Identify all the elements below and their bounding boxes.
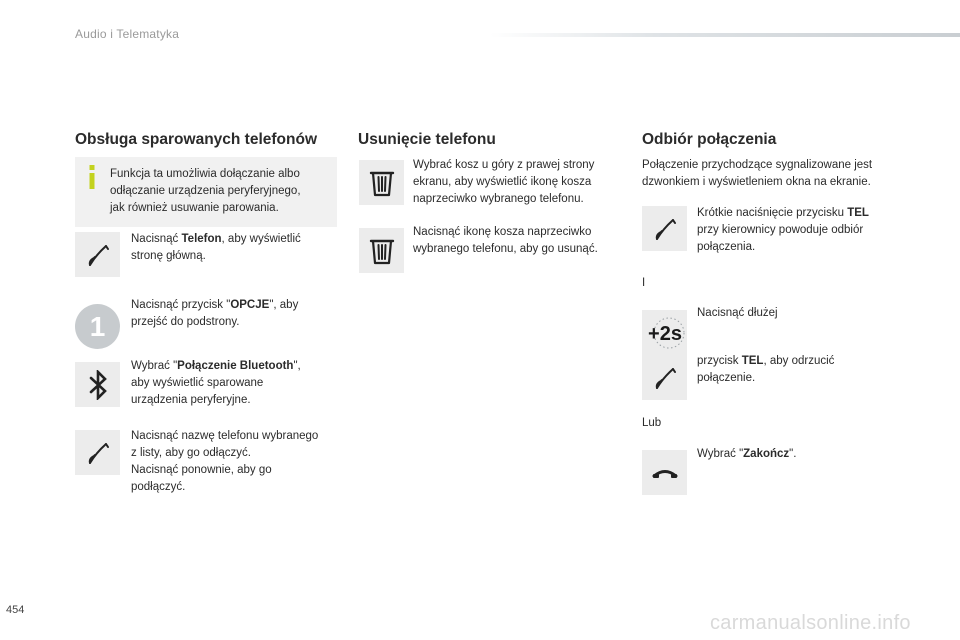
phone-icon [75,430,120,475]
step-opcje-text: Nacisnąć przycisk "OPCJE", aby przejść do podstrony. [131,299,299,328]
answer-call-intro: Połączenie przychodzące sygnalizowane jest dzwonkiem i wyświetleniem okna na ekranie. [642,159,873,188]
header-divider [490,33,960,37]
hold-2s-icon [642,310,687,355]
section-title-paired-phones: Obsługa sparowanych telefonów [75,131,318,148]
phone-icon [642,355,687,400]
hang-up-icon [642,450,687,495]
or-separator: I [642,277,646,289]
step-phone-name-text: Nacisnąć nazwę telefonu wybranego z listy, aby go odłączyć. Nacisnąć ponownie, aby go podłączyć. [131,430,319,493]
step-long-press-text: Nacisnąć dłużej [697,307,778,319]
step-trash-delete-text: Nacisnąć ikonę kosza naprzeciwko wybranego telefonu, aby go usunąć. [413,226,598,255]
number-one-icon: 1 [75,304,120,349]
section-title-delete-phone: Usunięcie telefonu [358,131,496,148]
trash-icon [359,160,404,205]
step-end-call-text: Wybrać "Zakończ". [697,448,797,460]
phone-icon [75,232,120,277]
header-title: Audio i Telematyka [75,27,180,41]
watermark: carmanualsonline.info [710,612,911,634]
step-tel-short-press-text: Krótkie naciśnięcie przycisku TEL przy kierownicy powoduje odbiór połączenia. [697,207,869,253]
step-bluetooth-text: Wybrać "Połączenie Bluetooth", aby wyświetlić sparowane urządzenia peryferyjne. [131,360,301,406]
step-telefon-text: Nacisnąć Telefon, aby wyświetlić stronę główną. [131,233,301,262]
phone-icon [642,206,687,251]
page-number: 454 [6,604,25,616]
or-separator: Lub [642,417,662,429]
step-trash-select-text: Wybrać kosz u góry z prawej strony ekranu, aby wyświetlić ikonę kosza naprzeciwko wybranego telefonu. [413,159,595,205]
info-i-icon [85,163,99,191]
info-text: Funkcja ta umożliwia dołączanie albo odłączanie urządzenia peryferyjnego, jak również usuwanie parowania. [110,168,301,214]
trash-icon [359,228,404,273]
step-tel-reject-text: przycisk TEL, aby odrzucić połączenie. [697,355,835,384]
svg-text:+2s: +2s [647,322,682,345]
bluetooth-icon [75,362,120,407]
section-title-answer-call: Odbiór połączenia [642,131,777,148]
